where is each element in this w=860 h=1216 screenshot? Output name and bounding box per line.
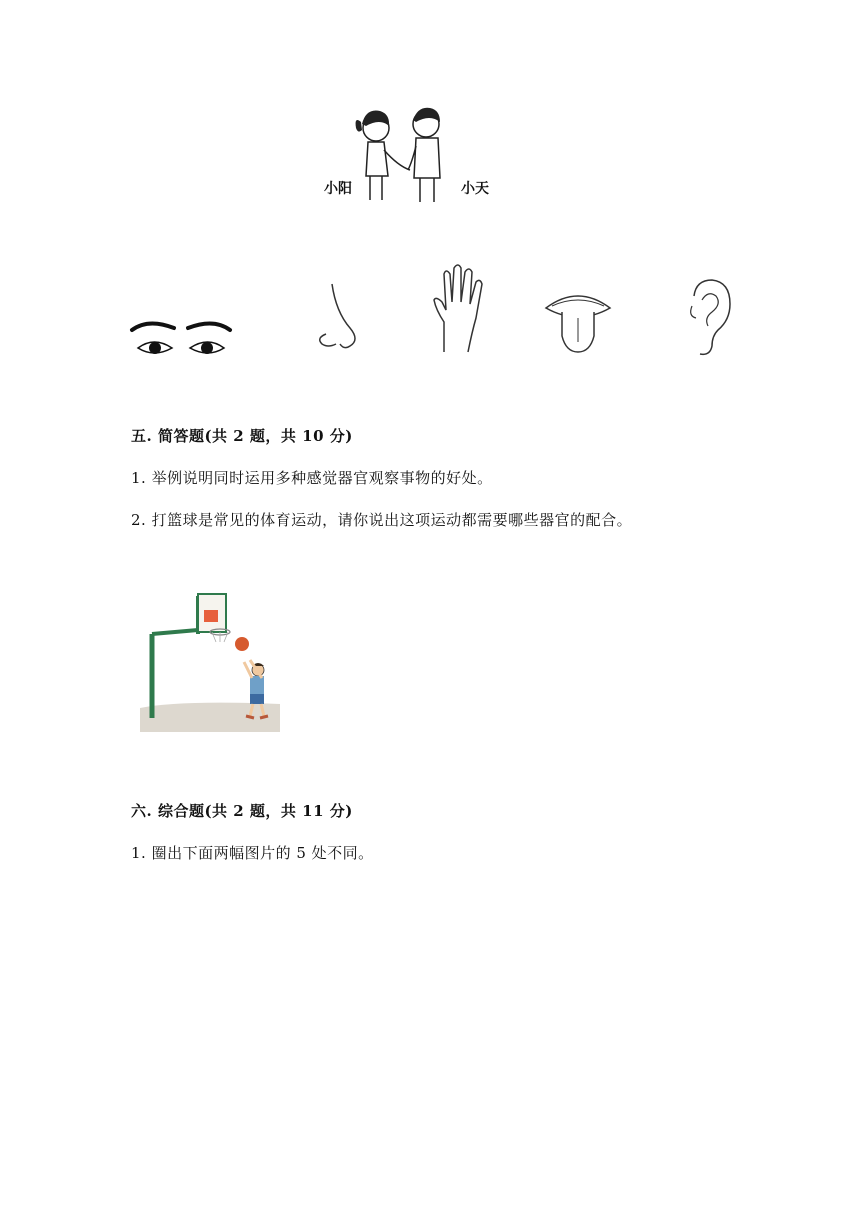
question-6-1: 1. 圈出下面两幅图片的 5 处不同。 (131, 844, 374, 862)
child-playing-basketball-image (140, 588, 280, 732)
section-title-short-answer: 五. 简答题(共 2 题，共 10 分) (131, 427, 353, 445)
basketball-illustration (140, 588, 280, 732)
ear-icon (682, 276, 734, 358)
child-name-right: 小天 (461, 181, 489, 197)
question-5-2: 2. 打篮球是常见的体育运动，请你说出这项运动都需要哪些器官的配合。 (131, 511, 633, 529)
child-name-left: 小阳 (324, 181, 352, 197)
section-title-comprehensive: 六. 综合题(共 2 题，共 11 分) (131, 802, 353, 820)
hand-icon (430, 262, 488, 356)
eyes-icon (128, 318, 234, 364)
nose-icon (310, 282, 364, 354)
question-5-1: 1. 举例说明同时运用多种感觉器官观察事物的好处。 (131, 469, 493, 487)
mouth-tongue-icon (542, 282, 614, 356)
